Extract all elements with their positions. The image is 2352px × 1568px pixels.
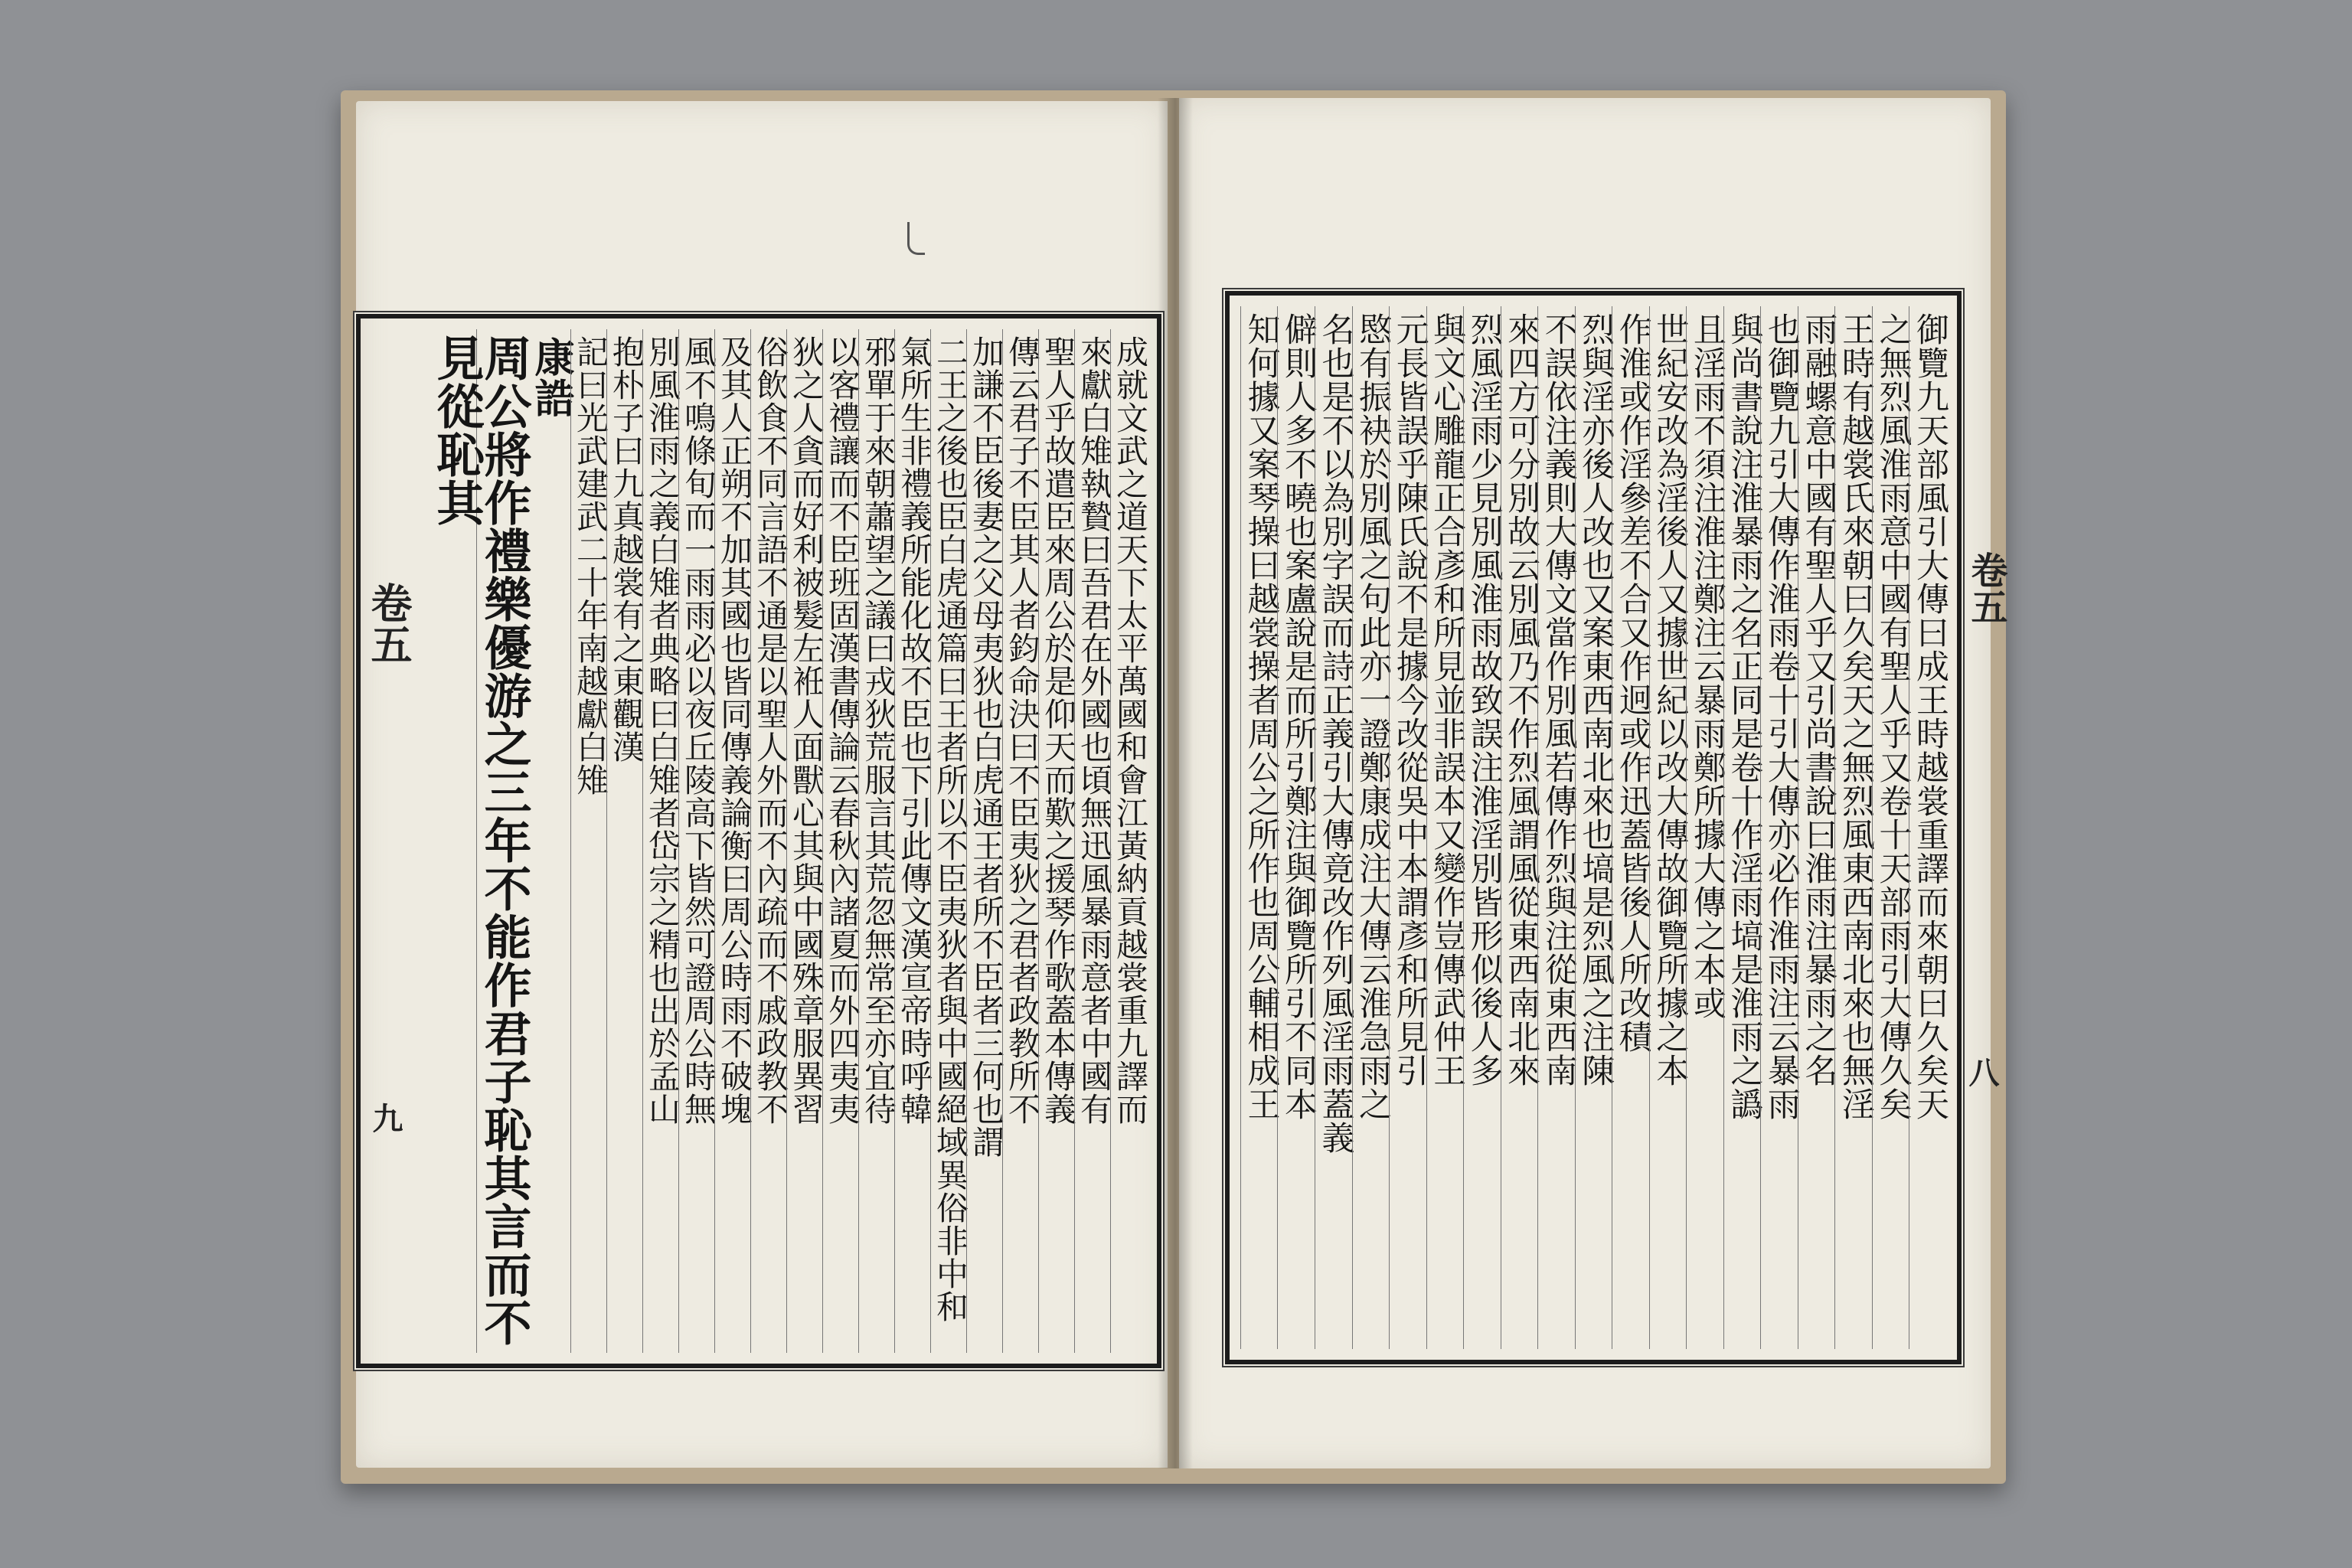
text-column: 世紀安改為淫後人又據世紀以改大傳故御覽所據之本 bbox=[1649, 306, 1687, 1349]
left-text-block bbox=[356, 314, 1161, 1368]
section-title: 康誥 bbox=[528, 337, 574, 418]
text-column: 僻則人多不曉也案盧說是而所引鄭注與御覽所引不同本 bbox=[1277, 306, 1315, 1349]
text-column: 來獻白雉執贄曰吾君在外國也頃無迅風暴雨意者中國有 bbox=[1074, 329, 1110, 1353]
book-gutter bbox=[1158, 98, 1193, 1468]
ink-mark bbox=[907, 222, 925, 255]
text-column: 狄之人貪而好利被髮左袵人面獸心其與中國殊章服異習 bbox=[786, 329, 822, 1353]
text-column: 來四方可分別故云別風乃不作烈風謂風從東西南北來 bbox=[1501, 306, 1538, 1349]
text-column: 元長皆誤乎陳氏說不是據今改從吳中本謂彥和所見引 bbox=[1389, 306, 1426, 1349]
text-column: 氣所生非禮義所能化故不臣也下引此傳文漢宣帝時呼韓 bbox=[894, 329, 930, 1353]
text-column: 加謙不臣後妻之父母夷狄也白虎通王者所不臣者三何也謂 bbox=[966, 329, 1002, 1353]
text-column: 且淫雨不須注淮注鄭注云暴雨鄭所據大傳之本或 bbox=[1686, 306, 1723, 1349]
text-column: 二王之後也臣白虎通篇曰王者所以不臣夷狄者與中國絕域異俗非中和 bbox=[930, 329, 966, 1353]
text-column: 與尚書說注淮暴雨之名正同是卷十作淫雨塙是淮雨之譌 bbox=[1723, 306, 1761, 1349]
left-columns bbox=[371, 329, 1149, 1353]
right-volume-label: 卷五 bbox=[1965, 551, 2007, 625]
text-column: 之無烈風淮雨意中國有聖人乎又卷十天部雨引大傳久矣 bbox=[1872, 306, 1909, 1349]
text-column: 御覽九天部風引大傳曰成王時越裳重譯而來朝曰久矣天 bbox=[1909, 306, 1946, 1349]
right-text-block bbox=[1225, 291, 1962, 1364]
left-volume-label: 卷五 bbox=[364, 582, 413, 665]
text-column: 風不鳴條旬而一雨雨必以夜丘陵高下皆然可證周公時無 bbox=[678, 329, 714, 1353]
text-column: 作淮或作淫參差不合又作迥或作迅蓋皆後人所改積 bbox=[1612, 306, 1649, 1349]
text-column: 名也是不以為別字誤而詩正義引大傳竟改作列風淫雨蓋義 bbox=[1315, 306, 1352, 1349]
text-column: 別風淮雨之義白雉者典略曰白雉者岱宗之精也出於孟山 bbox=[642, 329, 678, 1353]
text-column: 愍有振袂於別風之句此亦一證鄭康成注大傳云淮急雨之 bbox=[1352, 306, 1390, 1349]
text-column: 也御覽九引大傳作淮雨卷十引大傳亦必作淮雨注云暴雨 bbox=[1760, 306, 1798, 1349]
left-page-number: 九 bbox=[368, 1102, 403, 1133]
right-columns bbox=[1240, 306, 1949, 1349]
text-column: 王時有越裳氏來朝曰久矣天之無烈風東西南北來也無淫 bbox=[1834, 306, 1872, 1349]
text-column: 俗飲食不同言語不通是以聖人外而不內疏而不戚政教不 bbox=[750, 329, 786, 1353]
text-column: 不誤依注義則大傳文當作別風若傳作烈與注從東西南 bbox=[1537, 306, 1575, 1349]
heading-column: 周公將作禮樂優游之三年不能作君子恥其言而不見從恥其 bbox=[476, 329, 528, 1353]
text-column: 烈風淫雨少見別風淮雨故致誤注淮淫別皆形似後人多 bbox=[1463, 306, 1501, 1349]
text-column: 與文心雕龍正合彥和所見並非誤本又變作豈傳武仲王 bbox=[1426, 306, 1464, 1349]
text-column: 成就文武之道天下太平萬國和會江黃納貢越裳重九譯而 bbox=[1110, 329, 1146, 1353]
text-column: 邪單于來朝蕭望之議曰戎狄荒服言其荒忽無常至亦宜待 bbox=[858, 329, 894, 1353]
text-column: 抱朴子曰九真越裳有之東觀漢 bbox=[606, 329, 642, 1353]
text-column: 烈與淫亦後人改也又案東西南北來也塙是烈風之注陳 bbox=[1575, 306, 1612, 1349]
right-page-number: 八 bbox=[1964, 1057, 2000, 1087]
text-column: 以客禮讓而不臣班固漢書傳論云春秋內諸夏而外四夷夷 bbox=[822, 329, 858, 1353]
text-column: 記曰光武建武二十年南越獻白雉 bbox=[570, 329, 606, 1353]
text-column: 雨融螺意中國有聖人乎又引尚書說曰淮雨注暴雨之名 bbox=[1798, 306, 1835, 1349]
text-column: 傳云君子不臣其人者鈞命決曰不臣夷狄之君者政教所不 bbox=[1002, 329, 1038, 1353]
text-column: 聖人乎故遣臣來周公於是仰天而歎之援琴作歌蓋本傳義 bbox=[1038, 329, 1074, 1353]
text-column: 及其人正朔不加其國也皆同傳義論衡曰周公時雨不破塊 bbox=[714, 329, 750, 1353]
text-column: 知何據又案琴操曰越裳操者周公之所作也周公輔相成王 bbox=[1240, 306, 1278, 1349]
